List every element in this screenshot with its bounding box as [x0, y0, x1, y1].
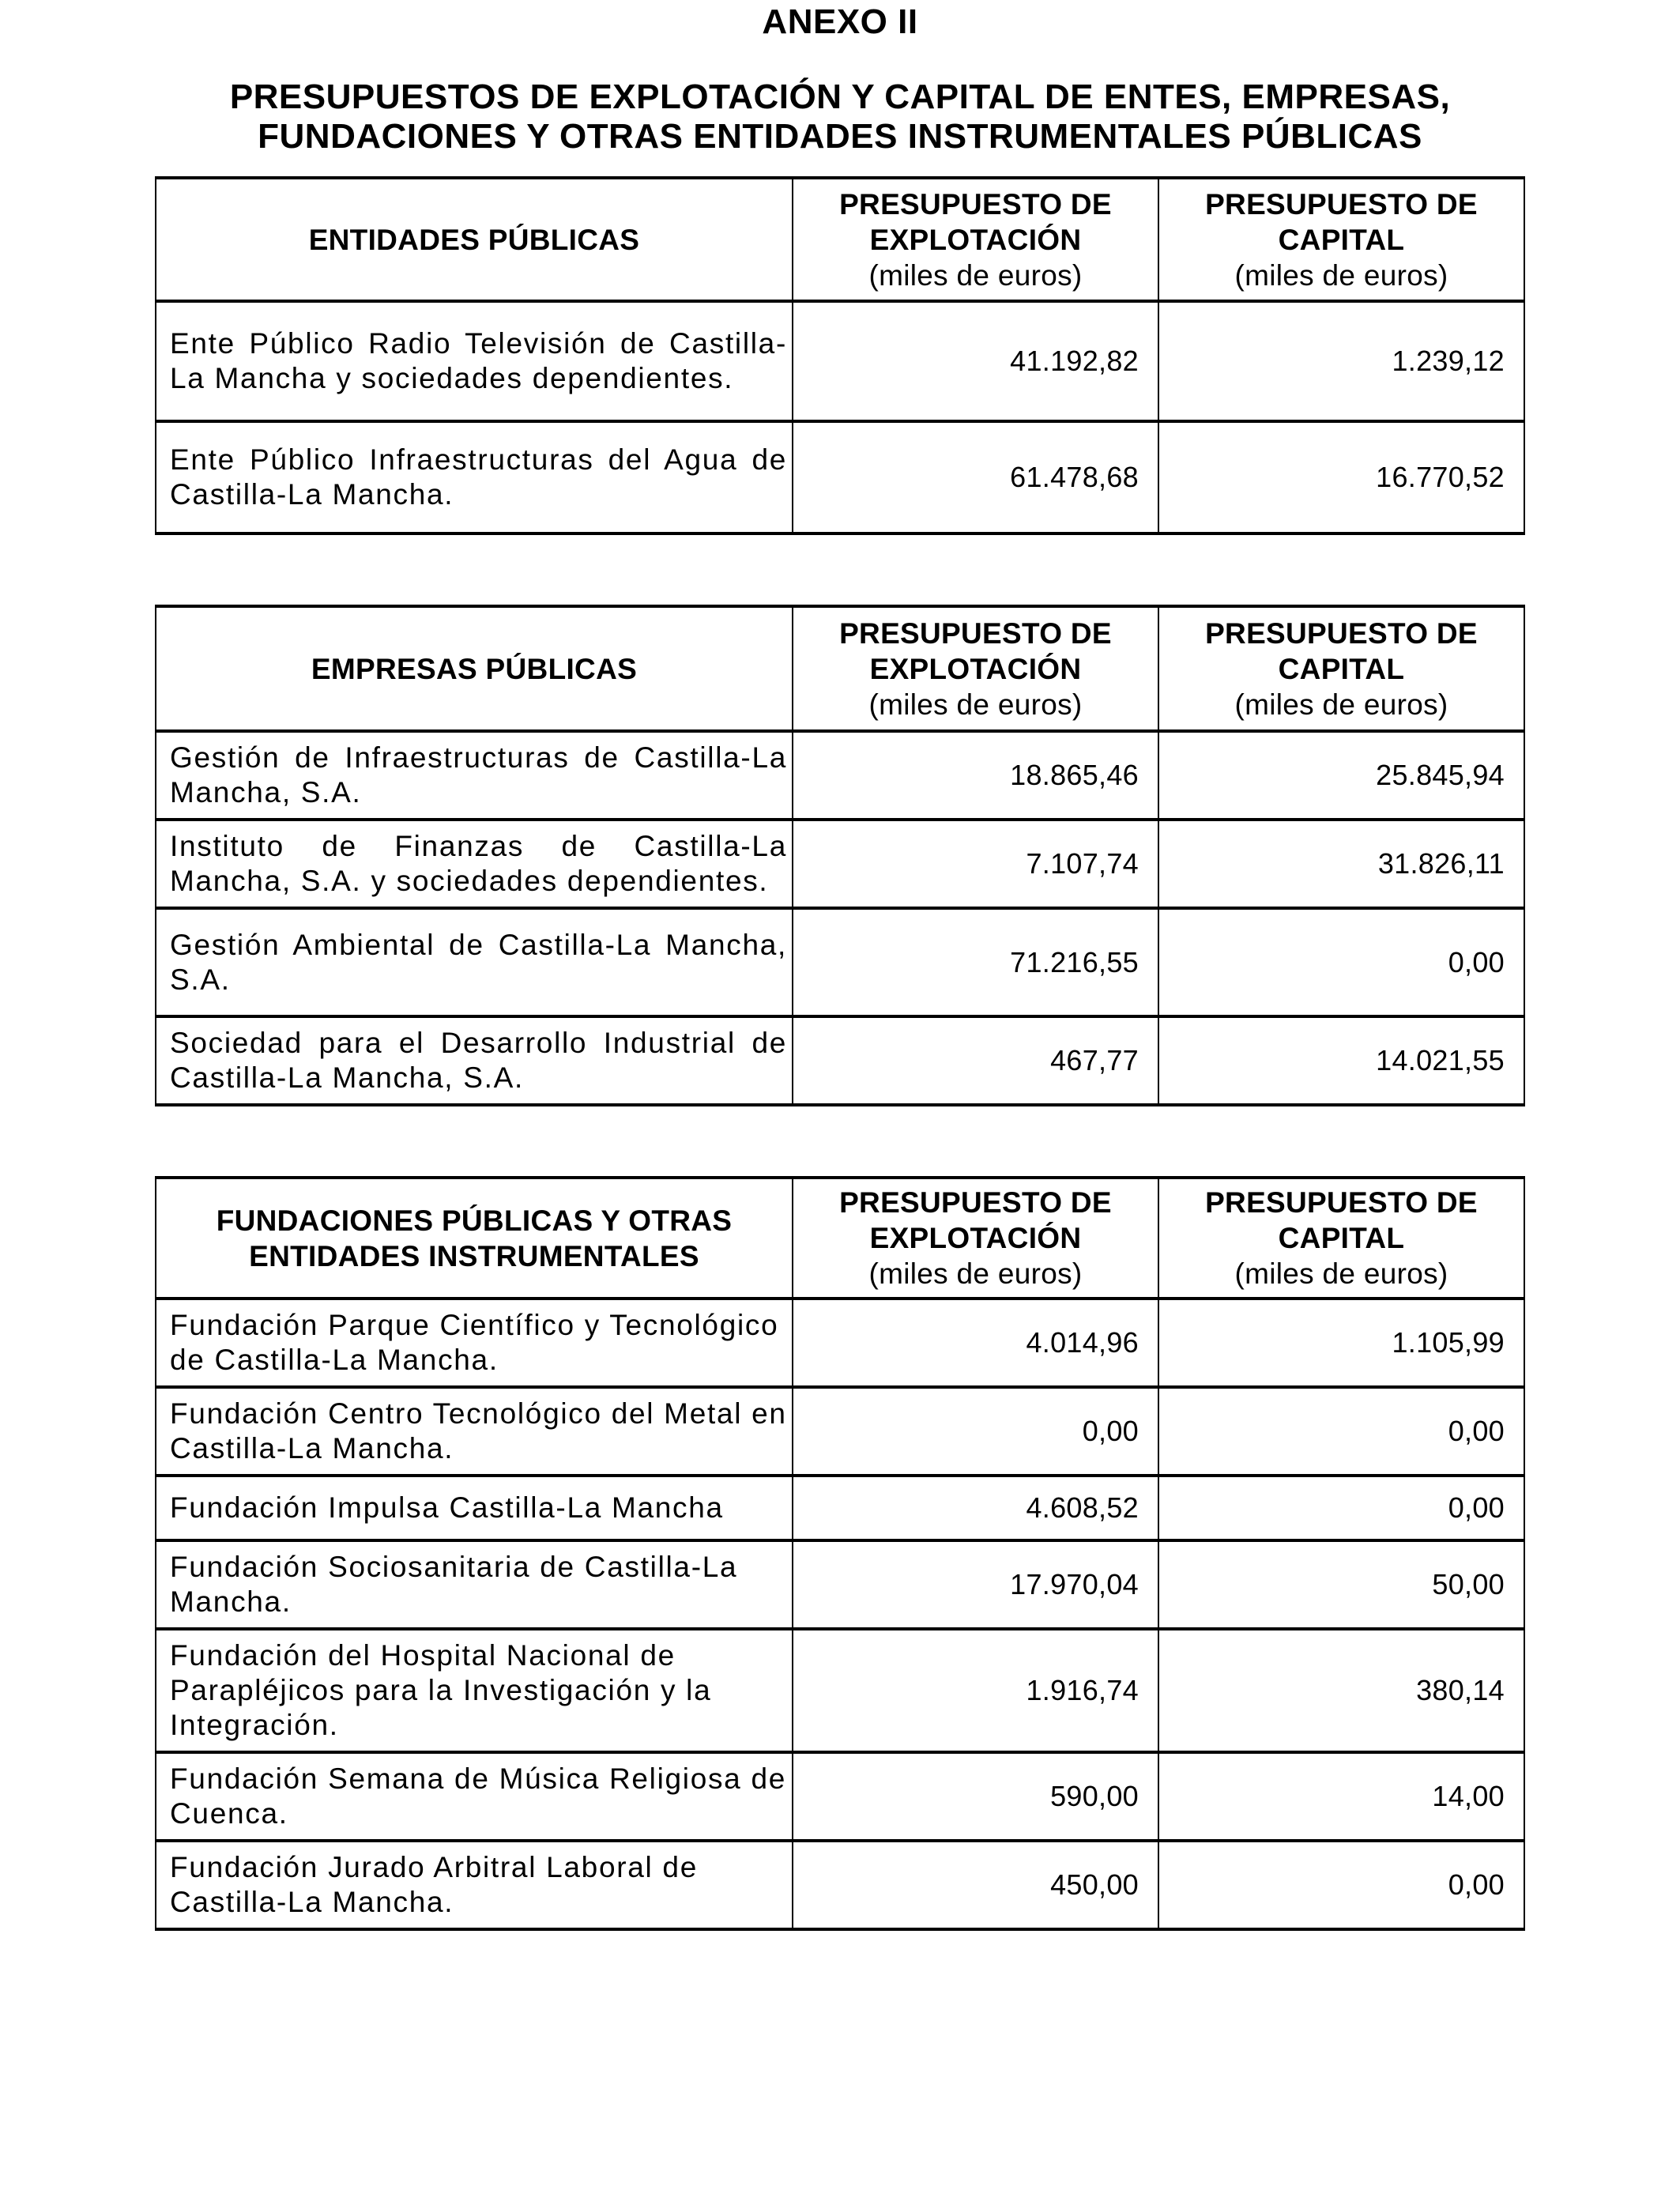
- capital-value-cell: 0,00: [1158, 908, 1524, 1016]
- units-note: (miles de euros): [868, 258, 1083, 292]
- table-row: [156, 1629, 1524, 1752]
- entity-name-cell: Fundación Centro Tecnológico del Metal en Castilla-La Mancha.: [156, 1387, 793, 1476]
- capital-value-cell: 1.239,12: [1158, 301, 1524, 421]
- capital-column-header: [1158, 1178, 1524, 1299]
- explotacion-value-cell: 17.970,04: [793, 1540, 1158, 1629]
- explotacion-value-cell: 590,00: [793, 1752, 1158, 1841]
- explotacion-value-cell: 1.916,74: [793, 1629, 1158, 1752]
- entity-name-cell: Ente Público Radio Televisión de Castilla-La Mancha y sociedades dependientes.: [156, 301, 793, 421]
- explotacion-header-line: PRESUPUESTO DE: [839, 616, 1112, 650]
- entidades-publicas-table: [155, 176, 1525, 535]
- capital-value-cell: 14,00: [1158, 1752, 1524, 1841]
- capital-value-cell: 14.021,55: [1158, 1016, 1524, 1105]
- capital-value-cell: 380,14: [1158, 1629, 1524, 1752]
- explotacion-value-cell: 4.014,96: [793, 1299, 1158, 1387]
- entity-name-cell: Fundación Sociosanitaria de Castilla-La Mancha.: [156, 1540, 793, 1629]
- table-row: [156, 908, 1524, 1016]
- entity-column-header-line: ENTIDADES PÚBLICAS: [308, 223, 640, 256]
- explotacion-header-line: EXPLOTACIÓN: [869, 223, 1082, 256]
- table-row: [156, 1299, 1524, 1387]
- entity-name-cell: Fundación Jurado Arbitral Laboral de Castilla-La Mancha.: [156, 1841, 793, 1929]
- explotacion-value-cell: 71.216,55: [793, 908, 1158, 1016]
- table-row: [156, 421, 1524, 533]
- table-row: [156, 1841, 1524, 1929]
- capital-value-cell: 1.105,99: [1158, 1299, 1524, 1387]
- table-row: [156, 731, 1524, 820]
- fundaciones-publicas-table: [155, 1176, 1525, 1931]
- entity-name-cell: Gestión Ambiental de Castilla-La Mancha, S.A.: [156, 908, 793, 1016]
- table-row: [156, 1387, 1524, 1476]
- header-row: [156, 606, 1524, 731]
- explotacion-value-cell: 0,00: [793, 1387, 1158, 1476]
- table-row: [156, 1476, 1524, 1540]
- table-row: [156, 820, 1524, 908]
- header-row: [156, 1178, 1524, 1299]
- empresas-publicas-table: [155, 605, 1525, 1106]
- document-subtitle: PRESUPUESTOS DE EXPLOTACIÓN Y CAPITAL DE ENTES, EMPRESAS, FUNDACIONES Y OTRAS ENTIDADES INSTRUMENTALES PÚBLICAS: [229, 77, 1451, 156]
- header-row: [156, 178, 1524, 301]
- entity-name-cell: Fundación del Hospital Nacional de Parapléjicos para la Investigación y la Integración.: [156, 1629, 793, 1752]
- entity-name-cell: Fundación Parque Científico y Tecnológico de Castilla-La Mancha.: [156, 1299, 793, 1387]
- capital-header-line: PRESUPUESTO DE: [1205, 616, 1478, 650]
- capital-value-cell: 16.770,52: [1158, 421, 1524, 533]
- explotacion-value-cell: 450,00: [793, 1841, 1158, 1929]
- explotacion-value-cell: 41.192,82: [793, 301, 1158, 421]
- capital-header-line: CAPITAL: [1278, 652, 1405, 685]
- entity-name-cell: Ente Público Infraestructuras del Agua de Castilla-La Mancha.: [156, 421, 793, 533]
- explotacion-value-cell: 18.865,46: [793, 731, 1158, 820]
- entity-name-cell: Fundación Semana de Música Religiosa de Cuenca.: [156, 1752, 793, 1841]
- entity-column-header-line: ENTIDADES INSTRUMENTALES: [249, 1239, 699, 1272]
- entity-column-header-line: FUNDACIONES PÚBLICAS Y OTRAS: [216, 1204, 733, 1237]
- page-title: ANEXO II: [762, 2, 918, 41]
- entity-name-cell: Sociedad para el Desarrollo Industrial de Castilla-La Mancha, S.A.: [156, 1016, 793, 1105]
- explotacion-value-cell: 7.107,74: [793, 820, 1158, 908]
- capital-value-cell: 0,00: [1158, 1387, 1524, 1476]
- capital-column-header: [1158, 178, 1524, 301]
- table-row: [156, 301, 1524, 421]
- entity-name-cell: Fundación Impulsa Castilla-La Mancha: [156, 1476, 793, 1540]
- units-note: (miles de euros): [1234, 1257, 1448, 1290]
- units-note: (miles de euros): [1234, 688, 1448, 721]
- capital-value-cell: 0,00: [1158, 1841, 1524, 1929]
- entity-column-header: [156, 178, 793, 301]
- table-row: [156, 1752, 1524, 1841]
- units-note: (miles de euros): [1234, 258, 1448, 292]
- units-note: (miles de euros): [868, 1257, 1083, 1290]
- explotacion-header-line: PRESUPUESTO DE: [839, 187, 1112, 221]
- entity-column-header-line: EMPRESAS PÚBLICAS: [311, 652, 638, 685]
- capital-column-header: [1158, 606, 1524, 731]
- capital-value-cell: 31.826,11: [1158, 820, 1524, 908]
- explotacion-value-cell: 61.478,68: [793, 421, 1158, 533]
- entity-column-header: [156, 606, 793, 731]
- explotacion-column-header: [793, 1178, 1158, 1299]
- table-row: [156, 1016, 1524, 1105]
- explotacion-column-header: [793, 606, 1158, 731]
- capital-value-cell: 0,00: [1158, 1476, 1524, 1540]
- explotacion-value-cell: 467,77: [793, 1016, 1158, 1105]
- table-row: [156, 1540, 1524, 1629]
- capital-value-cell: 50,00: [1158, 1540, 1524, 1629]
- explotacion-value-cell: 4.608,52: [793, 1476, 1158, 1540]
- capital-header-line: CAPITAL: [1278, 223, 1405, 256]
- entity-name-cell: Gestión de Infraestructuras de Castilla-La Mancha, S.A.: [156, 731, 793, 820]
- explotacion-header-line: EXPLOTACIÓN: [869, 652, 1082, 685]
- units-note: (miles de euros): [868, 688, 1083, 721]
- explotacion-header-line: EXPLOTACIÓN: [869, 1222, 1082, 1254]
- capital-value-cell: 25.845,94: [1158, 731, 1524, 820]
- explotacion-column-header: [793, 178, 1158, 301]
- capital-header-line: CAPITAL: [1278, 1222, 1405, 1254]
- entity-name-cell: Instituto de Finanzas de Castilla-La Mancha, S.A. y sociedades dependientes.: [156, 820, 793, 908]
- capital-header-line: PRESUPUESTO DE: [1205, 187, 1478, 221]
- explotacion-header-line: PRESUPUESTO DE: [839, 1186, 1112, 1219]
- entity-column-header: [156, 1178, 793, 1299]
- capital-header-line: PRESUPUESTO DE: [1205, 1186, 1478, 1219]
